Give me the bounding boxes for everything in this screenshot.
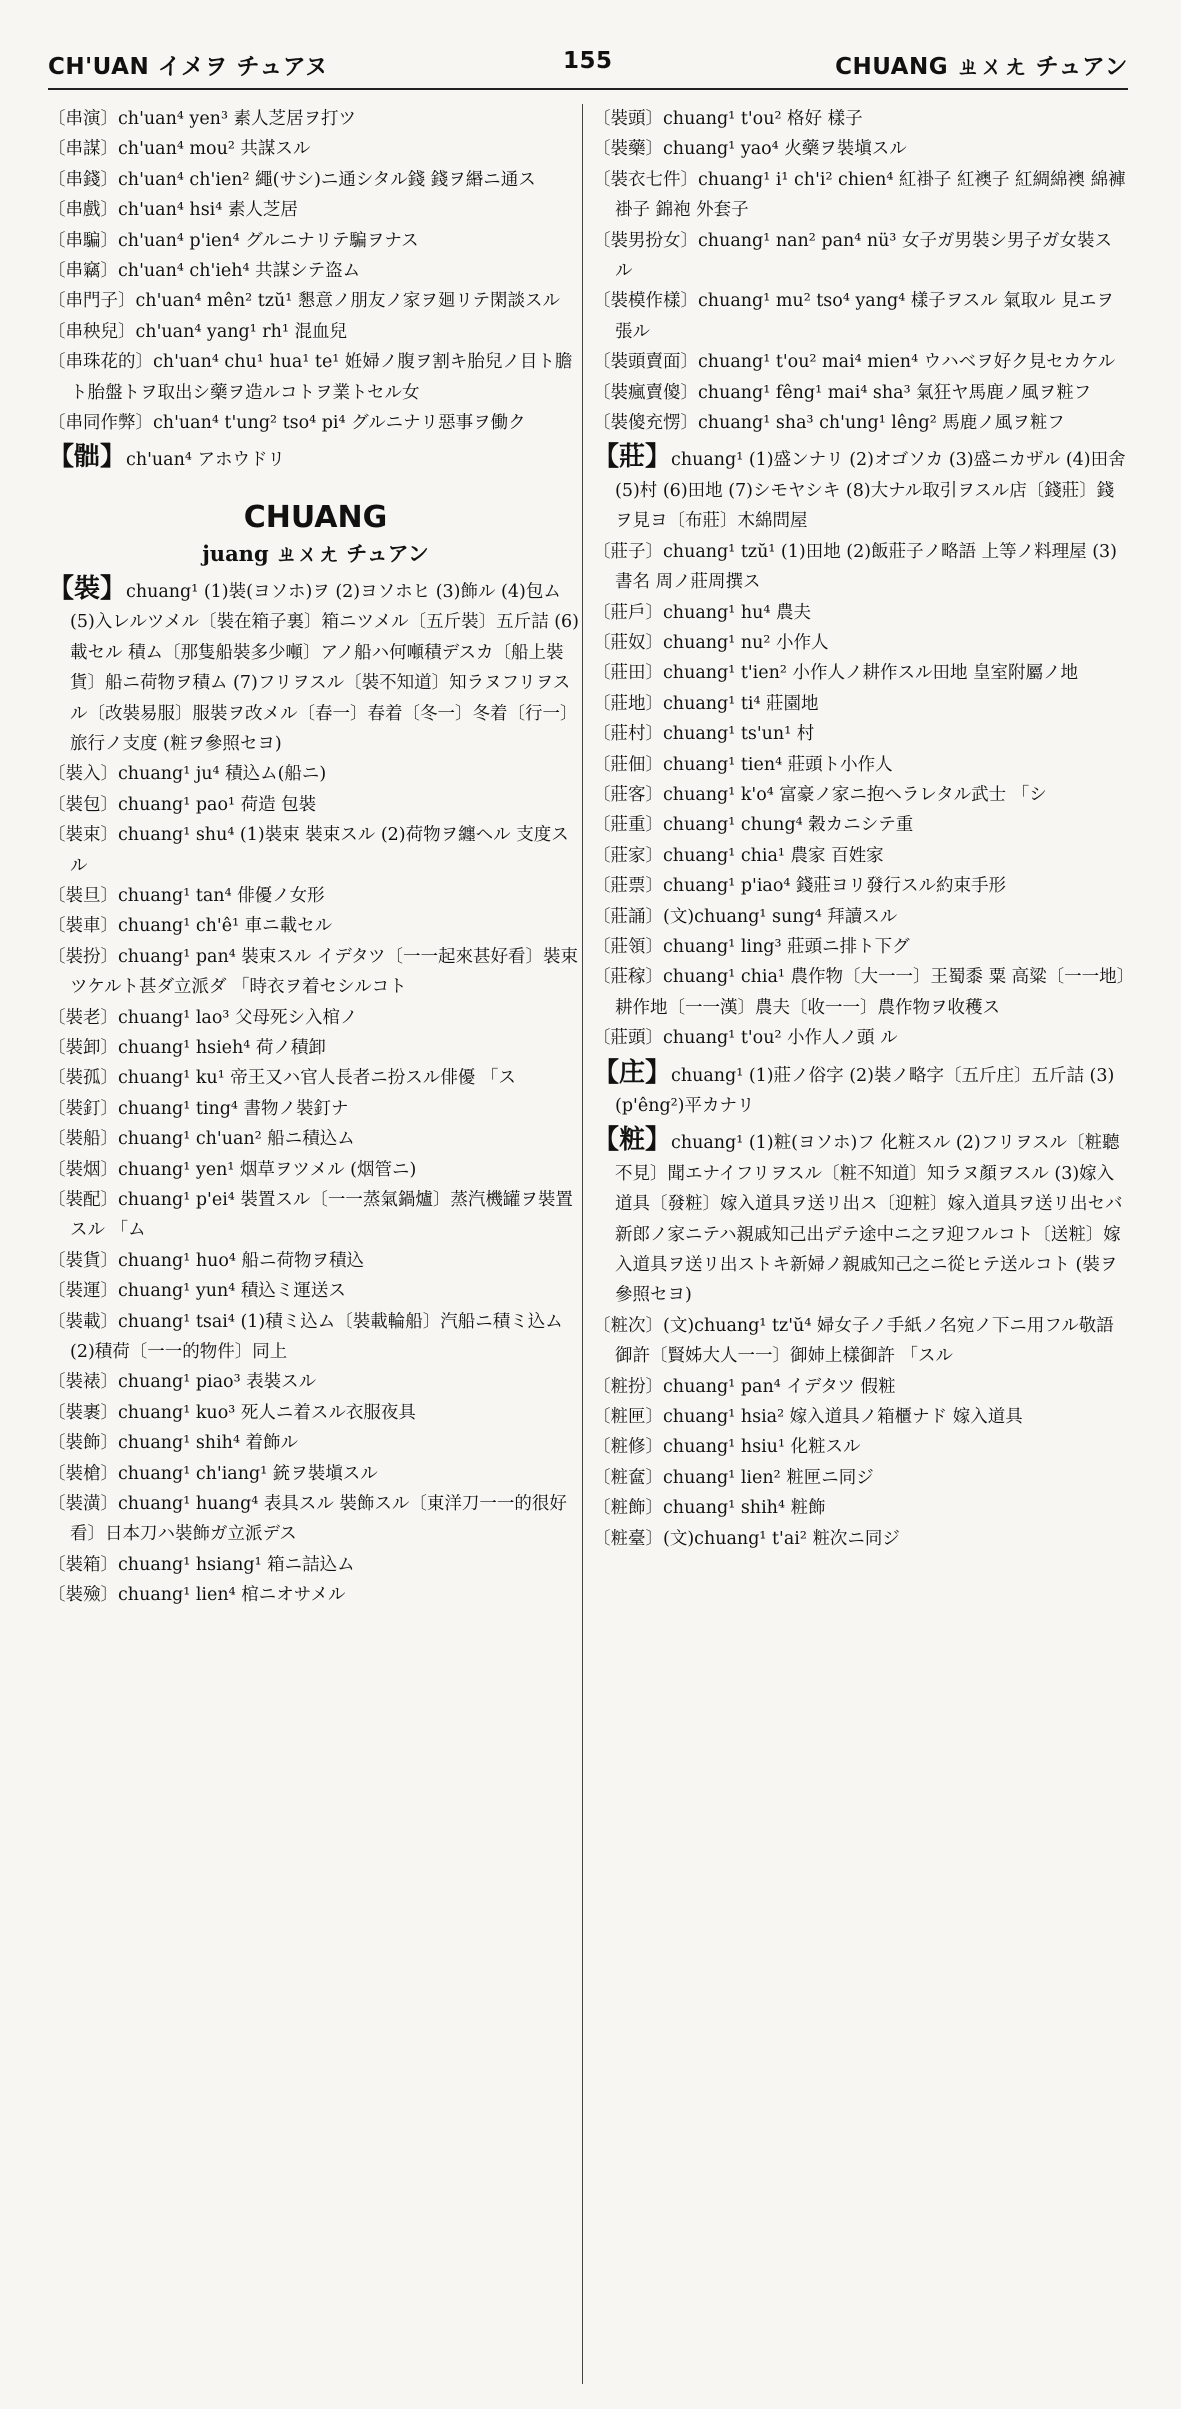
dictionary-entry: 〔裝老〕chuang¹ lao³ 父母死シ入棺ノ [48, 1007, 358, 1028]
left-column [48, 104, 583, 1611]
dictionary-entry: 〔裝包〕chuang¹ pao¹ 荷造 包裝 [48, 794, 317, 815]
dictionary-entry: 〔裝孤〕chuang¹ ku¹ 帝王又ハ官人長者ニ扮スル俳優 「ス [48, 1068, 516, 1089]
dictionary-entry: 〔裝釘〕chuang¹ ting⁴ 書物ノ裝釘ナ [48, 1098, 349, 1119]
entry-text: chuang¹ (1)莊ノ俗字 (2)裝ノ略字〔五斤庄〕五斤詰 (3)(p'êng²)平カナリ [615, 1065, 1115, 1116]
dictionary-entry: 〔裝車〕chuang¹ ch'ê¹ 車ニ載セル [48, 916, 333, 937]
dictionary-entry: 〔裝飾〕chuang¹ shih⁴ 着飾ル [48, 1433, 299, 1454]
headword: 【粧】 [593, 1125, 672, 1156]
dictionary-entry: 〔串秧兒〕ch'uan⁴ yang¹ rh¹ 混血兒 [48, 321, 348, 342]
dictionary-entry: 〔莊誦〕(文)chuang¹ sung⁴ 拜讀スル [593, 906, 898, 927]
dictionary-entry: 〔裝運〕chuang¹ yun⁴ 積込ミ運送ス [48, 1281, 346, 1302]
dictionary-entry: 〔裝槍〕chuang¹ ch'iang¹ 銃ヲ裝塡スル [48, 1463, 378, 1484]
dictionary-entry: 〔裝船〕chuang¹ ch'uan² 船ニ積込ム [48, 1129, 355, 1150]
dictionary-entry: 〔莊佃〕chuang¹ tien⁴ 莊頭ト小作人 [593, 754, 893, 775]
dictionary-entry: 〔莊重〕chuang¹ chung⁴ 穀カニシテ重 [593, 815, 914, 836]
right-top-entries [593, 104, 1128, 438]
headword: 【莊】 [593, 442, 672, 473]
dictionary-entry: 〔莊票〕chuang¹ p'iao⁴ 錢莊ヨリ發行スル約束手形 [593, 876, 1006, 897]
dictionary-entry: 〔裝男扮女〕chuang¹ nan² pan⁴ nü³ 女子ガ男裝シ男子ガ女裝スル [593, 230, 1112, 282]
dictionary-entry: 〔裝扮〕chuang¹ pan⁴ 裝束スル イデタツ〔一一起來甚好看〕裝束ツケルト甚ダ立派ダ 「時衣ヲ着セシルコト [48, 946, 578, 998]
page-number: 155 [563, 48, 613, 74]
dictionary-entry: 〔裝傻充愣〕chuang¹ sha³ ch'ung¹ lêng² 馬鹿ノ風ヲ粧フ [593, 413, 1065, 434]
dictionary-entry: 〔裝頭〕chuang¹ t'ou² 格好 樣子 [593, 109, 863, 129]
dictionary-entry: 〔莊子〕chuang¹ tzŭ¹ (1)田地 (2)飯莊子ノ略語 上等ノ料理屋 (3)書名 周ノ莊周撰ス [593, 541, 1117, 593]
dictionary-entry-headword [593, 442, 1128, 536]
dictionary-entry-headword [593, 1125, 1128, 1310]
dictionary-entry: 〔莊地〕chuang¹ ti⁴ 莊園地 [593, 693, 819, 714]
dictionary-entry: 〔莊田〕chuang¹ t'ien² 小作人ノ耕作スル田地 皇室附屬ノ地 [593, 663, 1079, 684]
section-title: CHUANG [243, 499, 388, 535]
entry-text: chuang¹ (1)裝(ヨソホ)ヲ (2)ヨソホヒ (3)飾ル (4)包ム (5)入レルツメル〔裝在箱子裏〕箱ニツメル〔五斤裝〕五斤詰 (6)載セル 積ム〔那隻船裝多少噸〕アノ船ハ何噸積デスカ〔船上裝貨〕船ニ荷物ヲ積ム (7)フリヲスル〔裝不知道〕知ラヌフリヲスル〔改裝易服〕服裝ヲ改メル〔春一〕春着〔冬一〕冬着〔行一〕旅行ノ支度 (粧ヲ參照セヨ) [70, 581, 580, 754]
section-subtitle: juang ㄓㄨㄤ チュアン [202, 540, 429, 566]
dictionary-entry: 〔粧飾〕chuang¹ shih⁴ 粧飾 [593, 1498, 826, 1519]
dictionary-entry: 〔裝衣七件〕chuang¹ i¹ ch'i² chien⁴ 紅褂子 紅襖子 紅綢綿襖 綿褲 褂子 錦袍 外套子 [593, 169, 1126, 221]
dictionary-entry: 〔粧扮〕chuang¹ pan⁴ イデタツ 假粧 [593, 1376, 896, 1397]
dictionary-entry: 〔串珠花的〕ch'uan⁴ chu¹ hua¹ te¹ 姙婦ノ腹ヲ割キ胎兒ノ目ト膽ト胎盤トヲ取出シ藥ヲ造ルコトヲ業トセル女 [48, 352, 573, 403]
header-right-title: CHUANG ㄓㄨㄤ チュアン [835, 54, 1128, 80]
dictionary-entry: 〔裝殮〕chuang¹ lien⁴ 棺ニオサメル [48, 1585, 346, 1606]
dictionary-entry: 〔莊家〕chuang¹ chia¹ 農家 百姓家 [593, 845, 884, 866]
left-bottom-entries [48, 759, 583, 1610]
header-left-title: CH'UAN イメヲ チュアヌ [48, 54, 329, 80]
dictionary-entry-headword [593, 1058, 1128, 1122]
page-header [48, 44, 1128, 90]
left-top-entries [48, 104, 583, 438]
dictionary-entry-headword [48, 442, 583, 475]
dictionary-entry: 〔串門子〕ch'uan⁴ mên² tzŭ¹ 懇意ノ朋友ノ家ヲ廻リテ閑談スル [48, 291, 560, 312]
dictionary-entry: 〔裝入〕chuang¹ ju⁴ 積込ム(船ニ) [48, 764, 327, 785]
entry-text: chuang¹ (1)盛ンナリ (2)オゴソカ (3)盛ニカザル (4)田舍 (5)村 (6)田地 (7)シモヤシキ (8)大ナル取引ヲスル店〔錢莊〕錢ヲ見ヨ〔布莊〕木綿問屋 [615, 450, 1126, 532]
dictionary-entry: 〔串戲〕ch'uan⁴ hsi⁴ 素人芝居 [48, 200, 298, 221]
right-column [593, 104, 1128, 1554]
dictionary-entry: 〔裝裱〕chuang¹ piao³ 表裝スル [48, 1372, 317, 1393]
dictionary-entry: 〔莊奴〕chuang¹ nu² 小作人 [593, 632, 829, 653]
dictionary-entry: 〔莊客〕chuang¹ k'o⁴ 富豪ノ家ニ抱ヘラレタル武士 「シ [593, 784, 1047, 805]
dictionary-entry: 〔裝模作樣〕chuang¹ mu² tso⁴ yang⁴ 樣子ヲスル 氣取ル 見エヲ張ル [593, 291, 1114, 342]
headword: 【裝】 [48, 573, 127, 604]
section-heading [48, 498, 583, 570]
entry-text: ch'uan⁴ アホウドリ [126, 450, 285, 471]
dictionary-entry: 〔莊領〕chuang¹ ling³ 莊頭ニ排ト下グ [593, 936, 910, 957]
dictionary-entry: 〔裝裹〕chuang¹ kuo³ 死人ニ着スル衣服夜具 [48, 1402, 416, 1423]
right-bottom-entries [593, 1311, 1128, 1554]
dictionary-entry: 〔串謀〕ch'uan⁴ mou² 共謀スル [48, 139, 311, 160]
dictionary-entry: 〔串竊〕ch'uan⁴ ch'ieh⁴ 共謀シテ盗ム [48, 261, 361, 282]
dictionary-entry-headword [48, 574, 583, 759]
dictionary-entry: 〔串演〕ch'uan⁴ yen³ 素人芝居ヲ打ツ [48, 109, 357, 129]
dictionary-entry: 〔串騙〕ch'uan⁴ p'ien⁴ グルニナリテ騙ヲナス [48, 230, 419, 251]
dictionary-entry: 〔裝旦〕chuang¹ tan⁴ 俳優ノ女形 [48, 885, 325, 906]
dictionary-entry: 〔裝瘋賣傻〕chuang¹ fêng¹ mai⁴ sha³ 氣狂ヤ馬鹿ノ風ヲ粧フ [593, 382, 1092, 403]
right-middle-entries [593, 537, 1128, 1054]
entry-text: chuang¹ (1)粧(ヨソホ)フ 化粧スル (2)フリヲスル〔粧聽不見〕聞エナイフリヲスル〔粧不知道〕知ラヌ顏ヲスル (3)嫁入道具〔發粧〕嫁入道具ヲ送リ出ス〔迎粧〕嫁入道具ヲ送リ出セバ新郎ノ家ニテハ親戚知己出デテ途中ニ之ヲ迎フルコト〔送粧〕嫁入道具ヲ送リ出ストキ新婦ノ親戚知己之ニ從ヒテ送ルコト (裝ヲ參照セヨ) [615, 1133, 1123, 1306]
dictionary-entry: 〔粧奩〕chuang¹ lien² 粧匣ニ同ジ [593, 1467, 874, 1488]
headword: 【𩨸】 [48, 442, 127, 473]
dictionary-entry: 〔裝烟〕chuang¹ yen¹ 烟草ヲツメル (烟管ニ) [48, 1159, 417, 1180]
dictionary-entry: 〔粧次〕(文)chuang¹ tz'ŭ⁴ 婦女子ノ手紙ノ名宛ノ下ニ用フル敬語 御許〔賢姊大人一一〕御姉上樣御許 「スル [593, 1315, 1114, 1367]
dictionary-entry: 〔莊稼〕chuang¹ chia¹ 農作物〔大一一〕王蜀黍 粟 高粱〔一一地〕耕作地〔一一漢〕農夫〔收一一〕農作物ヲ收穫ス [593, 967, 1126, 1018]
dictionary-entry: 〔串錢〕ch'uan⁴ ch'ien² 繩(サシ)ニ通シタル錢 錢ヲ緡ニ通ス [48, 169, 536, 190]
dictionary-entry: 〔粧臺〕(文)chuang¹ t'ai² 粧次ニ同ジ [593, 1528, 900, 1549]
dictionary-entry: 〔裝載〕chuang¹ tsai⁴ (1)積ミ込ム〔裝載輪船〕汽船ニ積ミ込ム (2)積荷〔一一的物件〕同上 [48, 1311, 563, 1363]
dictionary-entry: 〔裝束〕chuang¹ shu⁴ (1)裝束 裝束スル (2)荷物ヲ纏ヘル 支度スル [48, 825, 569, 876]
dictionary-entry: 〔裝藥〕chuang¹ yao⁴ 火藥ヲ裝塡スル [593, 139, 907, 160]
dictionary-entry: 〔裝潢〕chuang¹ huang⁴ 表具スル 裝飾スル〔東洋刀一一的很好看〕日本刀ハ裝飾ガ立派デス [48, 1494, 567, 1545]
dictionary-entry: 〔裝配〕chuang¹ p'ei⁴ 裝置スル〔一一蒸氣鍋爐〕蒸汽機罐ヲ裝置スル 「ム [48, 1190, 573, 1241]
dictionary-entry: 〔莊頭〕chuang¹ t'ou² 小作人ノ頭 ル [593, 1028, 898, 1049]
dictionary-entry: 〔莊村〕chuang¹ ts'un¹ 村 [593, 724, 815, 745]
dictionary-entry: 〔裝貨〕chuang¹ huo⁴ 船ニ荷物ヲ積込 [48, 1250, 364, 1271]
dictionary-entry: 〔粧匣〕chuang¹ hsia² 嫁入道具ノ箱櫃ナド 嫁入道具 [593, 1407, 1023, 1428]
dictionary-entry: 〔串同作弊〕ch'uan⁴ t'ung² tso⁴ pi⁴ グルニナリ惡事ヲ働ク [48, 413, 526, 434]
dictionary-entry: 〔裝頭賣面〕chuang¹ t'ou² mai⁴ mien⁴ ウハベヲ好ク見セカケル [593, 352, 1116, 373]
dictionary-entry: 〔裝卸〕chuang¹ hsieh⁴ 荷ノ積卸 [48, 1037, 326, 1058]
dictionary-entry: 〔裝箱〕chuang¹ hsiang¹ 箱ニ詰込ム [48, 1554, 355, 1575]
headword: 【庄】 [593, 1057, 672, 1088]
dictionary-entry: 〔莊戶〕chuang¹ hu⁴ 農夫 [593, 602, 811, 623]
dictionary-entry: 〔粧修〕chuang¹ hsiu¹ 化粧スル [593, 1437, 861, 1458]
